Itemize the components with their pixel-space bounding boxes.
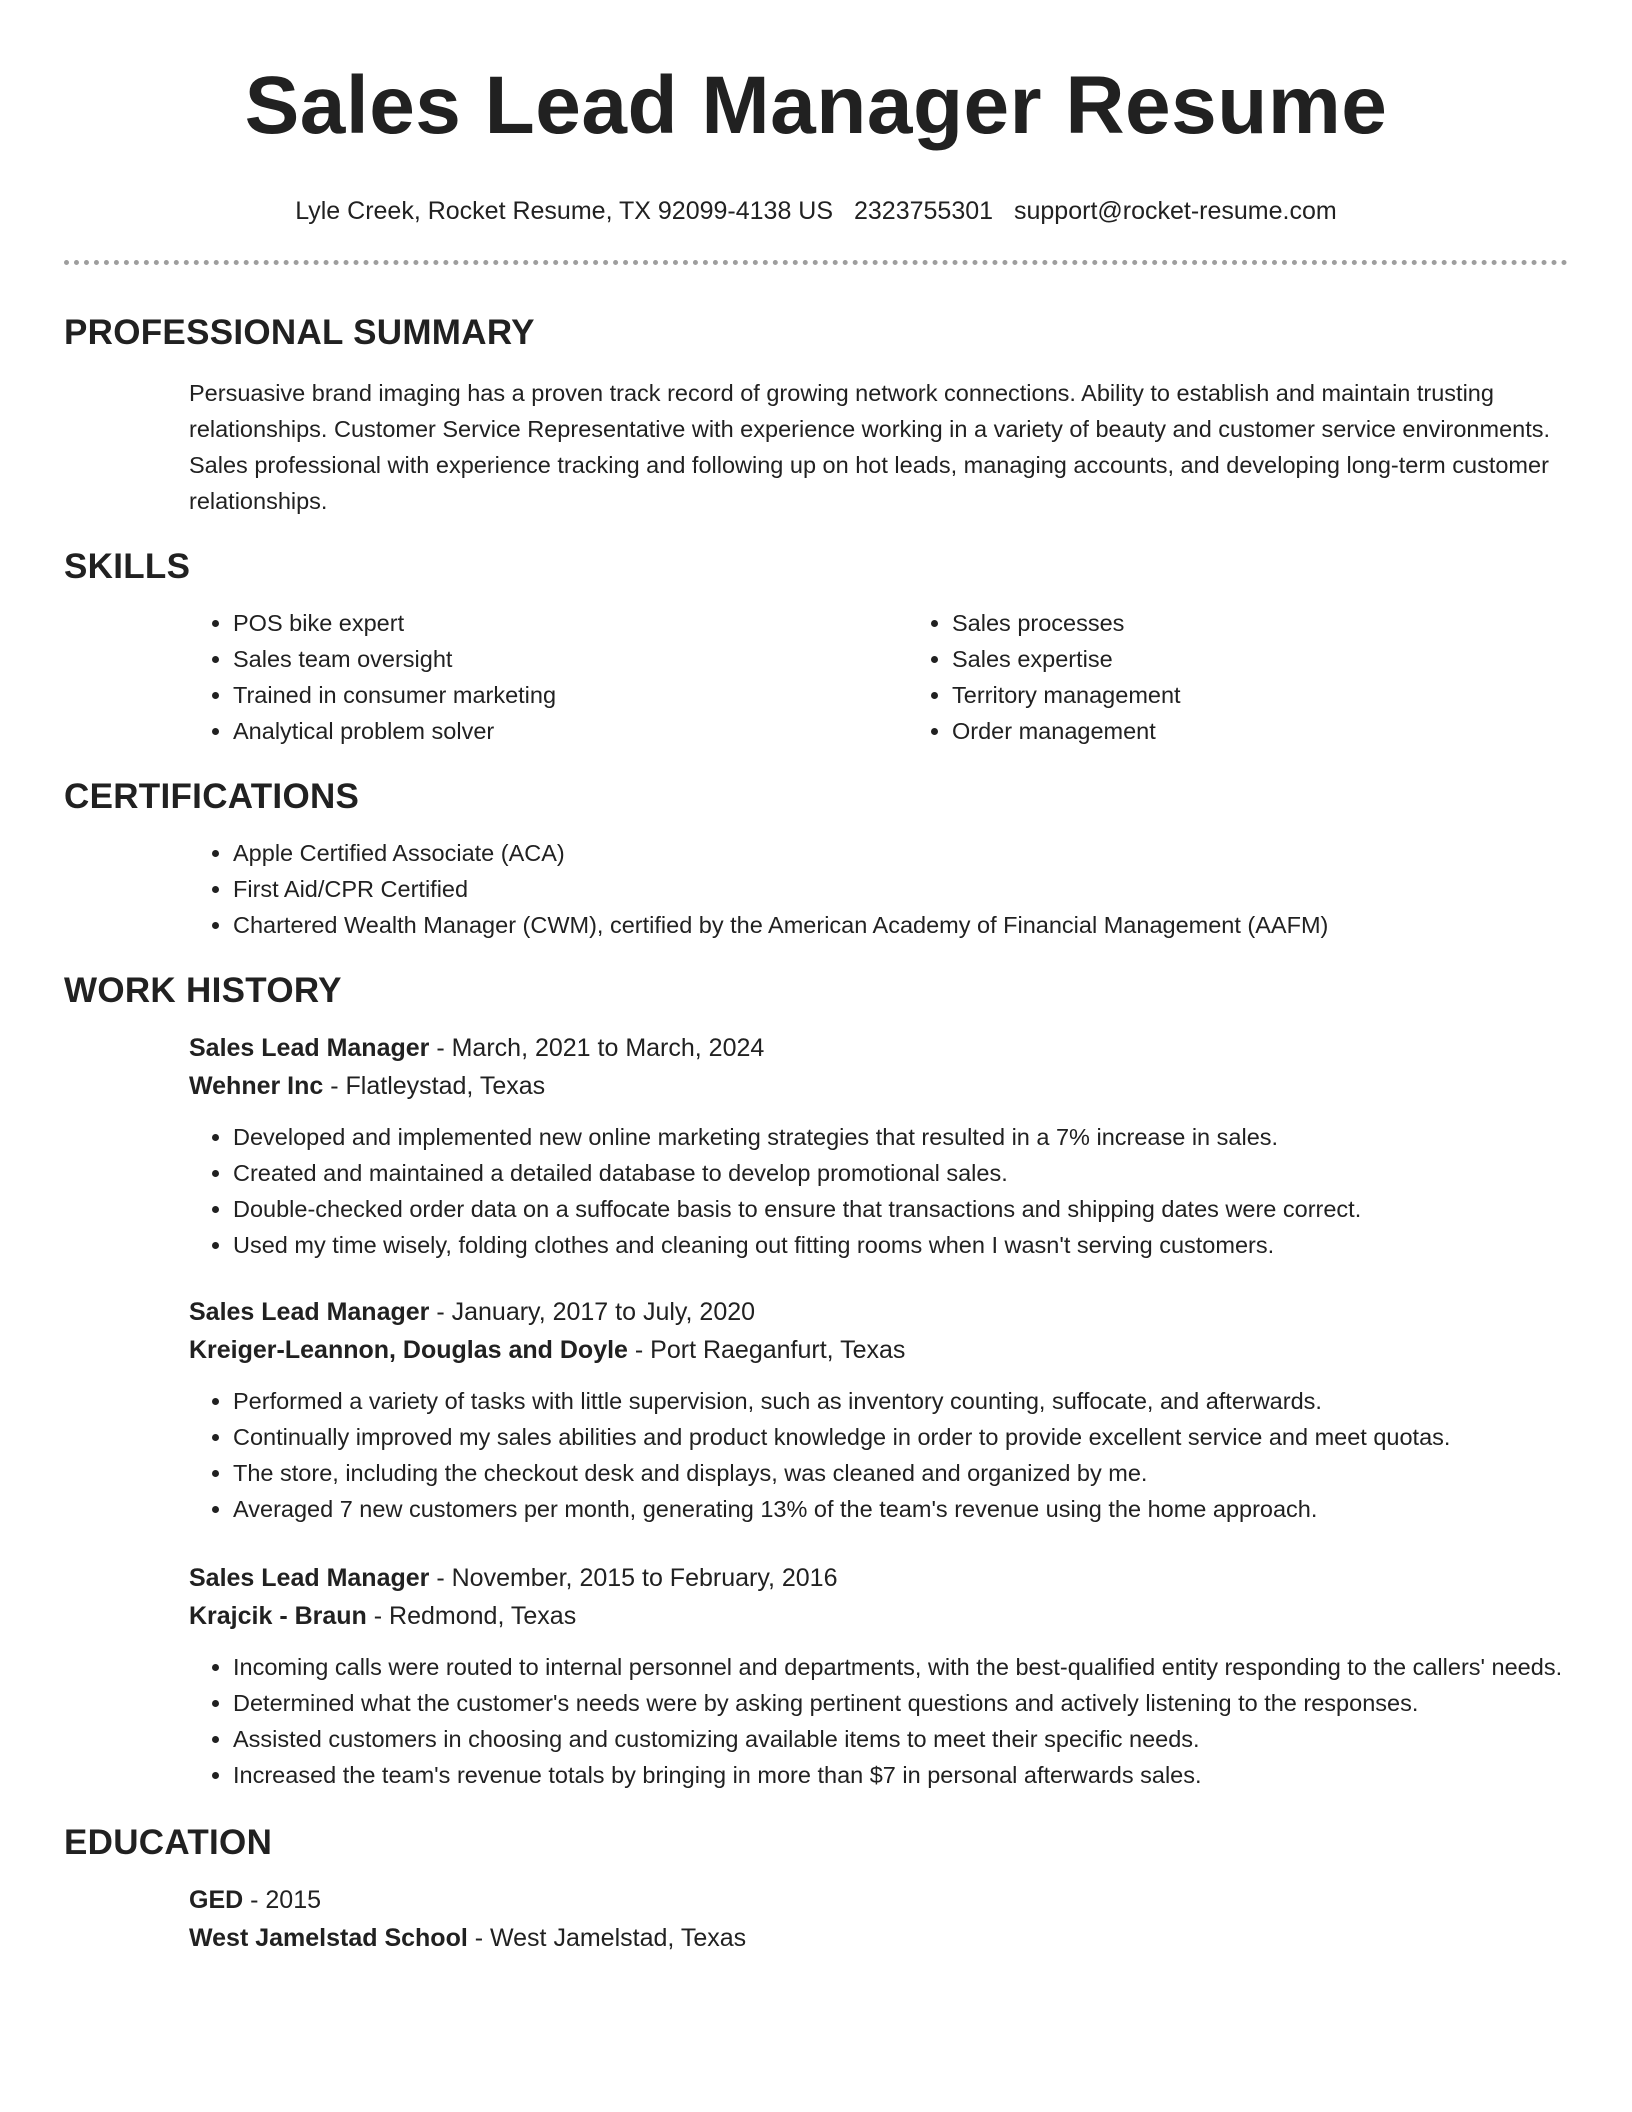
job-entry (189, 1029, 1568, 1263)
job-bullet: • Averaged 7 new customers per month, generating 13% of the team's revenue using the home approach. (233, 1491, 1568, 1527)
contact-phone: 2323755301 (854, 197, 994, 225)
job-entry (189, 1293, 1568, 1527)
education-section (64, 1821, 1568, 1957)
job-bullet: • Developed and implemented new online marketing strategies that resulted in a 7% increase in sales. (233, 1119, 1568, 1155)
skill-item: • Analytical problem solver (233, 713, 908, 749)
job-location: - Port Raeganfurt, Texas (627, 1336, 906, 1364)
certification-item: • First Aid/CPR Certified (233, 871, 1568, 907)
work-history-section (64, 969, 1568, 1793)
skill-item: • Trained in consumer marketing (233, 677, 908, 713)
work-history-heading: WORK HISTORY (64, 971, 342, 1010)
job-entry (189, 1559, 1568, 1793)
job-company-line (189, 1597, 1568, 1635)
skills-list-left (189, 605, 908, 749)
certification-item: • Chartered Wealth Manager (CWM), certified by the American Academy of Financial Management (AAFM) (233, 907, 1568, 943)
education-heading: EDUCATION (64, 1823, 273, 1862)
header-divider (64, 260, 1568, 265)
job-bullet: • Incoming calls were routed to internal personnel and departments, with the best-qualified entity responding to the callers' needs. (233, 1649, 1568, 1685)
skills-heading: SKILLS (64, 547, 191, 586)
contact-line (64, 194, 1568, 228)
skills-list-right (908, 605, 1181, 749)
job-dates: - January, 2017 to July, 2020 (429, 1298, 756, 1326)
skill-item: • Sales expertise (952, 641, 1181, 677)
job-bullet: • Assisted customers in choosing and customizing available items to meet their specific needs. (233, 1721, 1568, 1757)
job-bullet: • Created and maintained a detailed database to develop promotional sales. (233, 1155, 1568, 1191)
certifications-section (64, 775, 1568, 943)
education-location: - West Jamelstad, Texas (467, 1924, 747, 1952)
job-dates: - March, 2021 to March, 2024 (429, 1034, 765, 1062)
education-school-line (189, 1919, 1568, 1957)
job-company-line (189, 1067, 1568, 1105)
certifications-list (189, 835, 1568, 943)
contact-email: support@rocket-resume.com (1014, 197, 1337, 225)
job-company: Krajcik - Braun (189, 1602, 367, 1630)
skill-item: • Territory management (952, 677, 1181, 713)
education-degree: GED (189, 1886, 244, 1914)
education-degree-line (189, 1881, 1568, 1919)
job-company-line (189, 1331, 1568, 1369)
job-bullet: • Increased the team's revenue totals by bringing in more than $7 in personal afterwards sales. (233, 1757, 1568, 1793)
certification-item: • Apple Certified Associate (ACA) (233, 835, 1568, 871)
job-dates: - November, 2015 to February, 2016 (429, 1564, 838, 1592)
summary-text: Persuasive brand imaging has a proven track record of growing network connections. Ability to establish and maintain trusting relationships. Customer Service Representative with experience working in a variety of beauty and customer service environments. Sales professional with experience tracking and following up on hot leads, managing accounts, and developing long-term customer relationships. (189, 380, 1551, 514)
job-bullet: • Performed a variety of tasks with little supervision, such as inventory counting, suffocate, and afterwards. (233, 1383, 1568, 1419)
job-bullet: • Used my time wisely, folding clothes and cleaning out fitting rooms when I wasn't serving customers. (233, 1227, 1568, 1263)
resume-title: Sales Lead Manager Resume (244, 60, 1388, 151)
job-location: - Redmond, Texas (366, 1602, 577, 1630)
job-bullet: • Determined what the customer's needs were by asking pertinent questions and actively listening to the responses. (233, 1685, 1568, 1721)
job-role: Sales Lead Manager (189, 1034, 430, 1062)
education-year: - 2015 (243, 1886, 322, 1914)
job-title-line (189, 1029, 1568, 1067)
job-title-line (189, 1559, 1568, 1597)
job-bullets (189, 1383, 1568, 1527)
summary-section (64, 311, 1568, 519)
job-bullet: • The store, including the checkout desk and displays, was cleaned and organized by me. (233, 1455, 1568, 1491)
contact-address: Lyle Creek, Rocket Resume, TX 92099-4138 US (295, 197, 834, 225)
skill-item: • Sales processes (952, 605, 1181, 641)
job-company: Wehner Inc (189, 1072, 324, 1100)
job-company: Kreiger-Leannon, Douglas and Doyle (189, 1336, 628, 1364)
job-role: Sales Lead Manager (189, 1298, 430, 1326)
summary-heading: PROFESSIONAL SUMMARY (64, 313, 535, 352)
job-location: - Flatleystad, Texas (323, 1072, 546, 1100)
job-title-line (189, 1293, 1568, 1331)
education-school: West Jamelstad School (189, 1924, 468, 1952)
job-bullet: • Double-checked order data on a suffocate basis to ensure that transactions and shipping dates were correct. (233, 1191, 1568, 1227)
job-bullets (189, 1119, 1568, 1263)
skill-item: • Order management (952, 713, 1181, 749)
job-bullets (189, 1649, 1568, 1793)
skills-section (64, 545, 1568, 749)
skill-item: • POS bike expert (233, 605, 908, 641)
certifications-heading: CERTIFICATIONS (64, 777, 360, 816)
job-bullet: • Continually improved my sales abilities and product knowledge in order to provide excellent service and meet quotas. (233, 1419, 1568, 1455)
job-role: Sales Lead Manager (189, 1564, 430, 1592)
skill-item: • Sales team oversight (233, 641, 908, 677)
